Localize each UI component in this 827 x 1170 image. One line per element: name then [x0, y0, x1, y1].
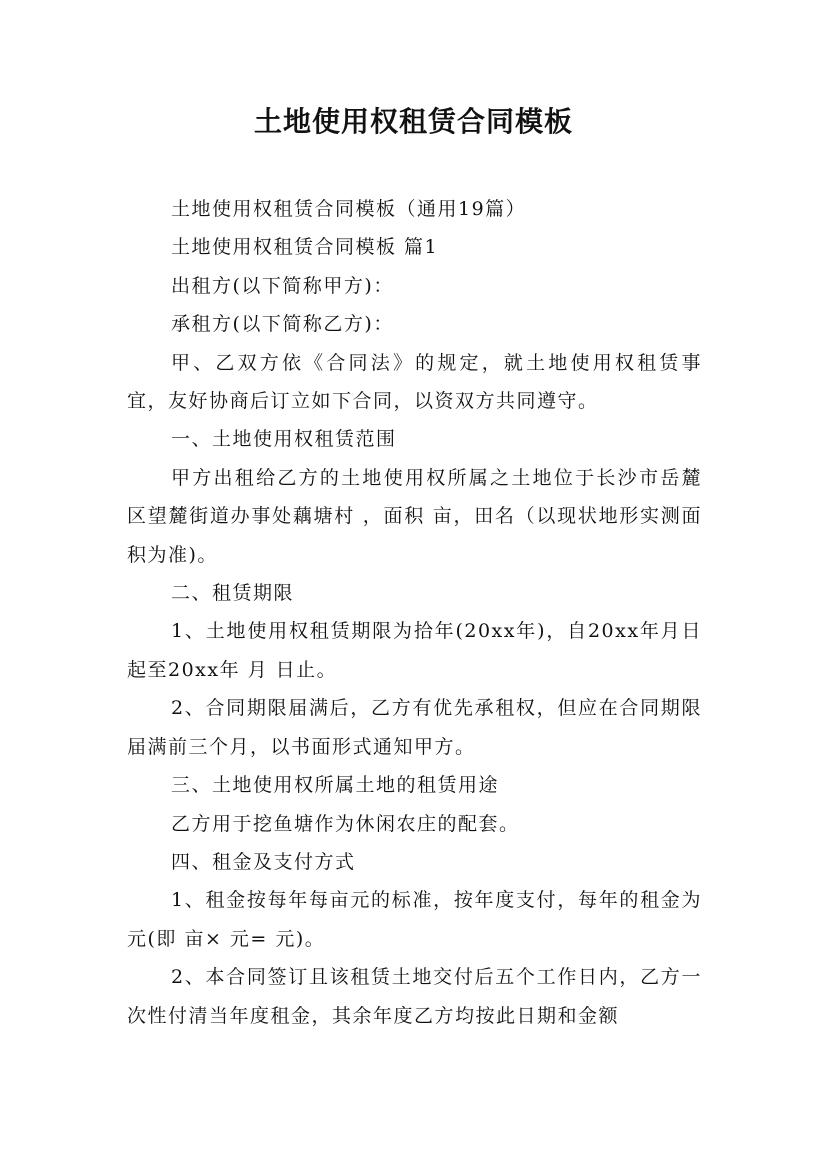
- heading-rent-payment: 四、租金及支付方式: [171, 850, 356, 873]
- paragraph-lessor: 出租方(以下简称甲方)：: [171, 274, 394, 297]
- document-title: 土地使用权租赁合同模板: [253, 105, 573, 138]
- document-body: [127, 190, 702, 1035]
- paragraph-lessee: 承租方(以下简称乙方)：: [171, 313, 394, 336]
- heading-lease-term: 二、租赁期限: [171, 582, 295, 605]
- paragraph-preamble: 甲、乙双方依《合同法》的规定，就土地使用权租赁事宜，友好协商后订立如下合同，以资双方共同遵守。: [127, 351, 702, 413]
- paragraph-lease-term-2: 2、合同期限届满后，乙方有优先承租权，但应在合同期限届满前三个月，以书面形式通知甲方。: [127, 697, 702, 758]
- heading-lease-scope: 一、土地使用权租赁范围: [171, 428, 397, 451]
- paragraph-rent-2: 2、本合同签订且该租赁土地交付后五个工作日内，乙方一次性付清当年度租金，其余年度乙方均按此日期和金额: [127, 966, 702, 1027]
- paragraph-lease-term-1: 1、土地使用权租赁期限为拾年(20xx年)，自20xx年月日起至20xx年 月 日止。: [127, 620, 702, 681]
- paragraph-subtitle: 土地使用权租赁合同模板（通用19篇）: [171, 198, 527, 220]
- paragraph-lease-scope: 甲方出租给乙方的土地使用权所属之土地位于长沙市岳麓区望麓街道办事处藕塘村 ，面积 亩，田名（以现状地形实测面积为准)。: [127, 466, 702, 566]
- paragraph-land-use: 乙方用于挖鱼塘作为休闲农庄的配套。: [171, 812, 520, 835]
- paragraph-rent-1: 1、租金按每年每亩元的标准，按年度支付，每年的租金为 元(即 亩× 元= 元)。: [127, 889, 702, 950]
- heading-land-use: 三、土地使用权所属土地的租赁用途: [171, 774, 500, 797]
- paragraph-section-heading: 土地使用权租赁合同模板 篇1: [171, 236, 439, 259]
